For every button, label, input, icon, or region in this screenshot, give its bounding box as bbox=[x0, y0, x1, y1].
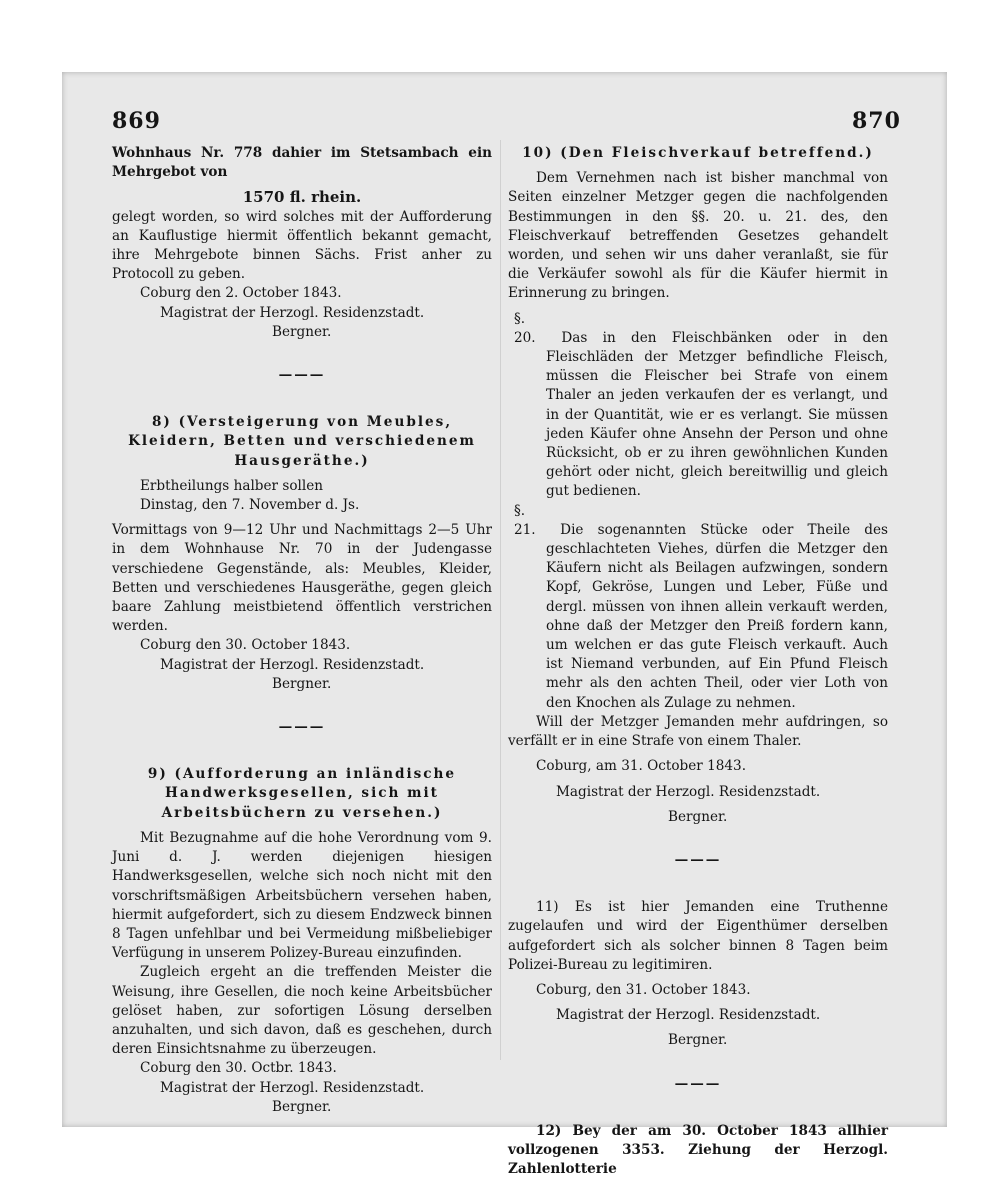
section-10-paragraph-1: Dem Vernehmen nach ist bisher manchmal von Seiten einzelner Metzger gegen die nachfolgenden Bestimmungen in den §§. 20. u. 21. des, den Fleischverkauf betreffenden Gesetzes gehandelt worden, und sehen wir uns daher veranlaßt, sie für die Verkäufer sowohl als für die Käufer hiermit in Erinnerung zu bringen. bbox=[508, 170, 888, 302]
notice-date: Coburg den 30. Octbr. 1843. bbox=[140, 1060, 337, 1077]
section-separator: ——— bbox=[278, 719, 326, 736]
paragraph-20-text: Das in den Fleischbänken oder in den Fleischläden der Metzger befindliche Fleisch, müssen die Fleischer bei Strafe von einem Thaler an jeden verkaufen der es verlangt, und in der Quantität, wie er es verlangt. Sie müssen jeden Käufer ohne Ansehn der Person und ohne Rücksicht, ob er zu ihren gewöhnlichen Kunden gehört oder nicht, gleich bereitwillig und gleich gut bedienen. bbox=[546, 329, 888, 500]
notice-date: Coburg, am 31. October 1843. bbox=[536, 758, 747, 775]
intro-line: Wohnhaus Nr. 778 dahier im Stetsambach ein Mehrgebot von bbox=[112, 145, 492, 181]
signer-name: Bergner. bbox=[668, 1032, 728, 1049]
section-10-heading: 10) (Den Fleischverkauf betreffend.) bbox=[522, 145, 874, 161]
magistrate-signature: Magistrat der Herzogl. Residenzstadt. bbox=[160, 656, 425, 673]
notice-date: Coburg, den 31. October 1843. bbox=[536, 981, 751, 998]
signer-name: Bergner. bbox=[272, 323, 332, 340]
section-separator: ——— bbox=[674, 1075, 722, 1092]
intro-rest: gelegt worden, so wird solches mit der Aufforderung an Kauflustige hiermit öffentlich bekannt gemacht, ihre Mehrgebote binnen Sächs. Frist anher zu Protocoll zu geben. bbox=[112, 208, 492, 283]
column-gutter bbox=[500, 140, 501, 1060]
left-column bbox=[112, 144, 492, 1117]
page-number-right: 870 bbox=[852, 108, 901, 134]
notice-date: Coburg den 30. October 1843. bbox=[140, 637, 351, 654]
paragraph-20 bbox=[508, 310, 888, 502]
section-12-text: 12) Bey der am 30. October 1843 allhier vollzogenen 3353. Ziehung der Herzogl. Zahlenlotterie bbox=[508, 1122, 888, 1178]
signer-name: Bergner. bbox=[668, 808, 728, 825]
magistrate-signature: Magistrat der Herzogl. Residenzstadt. bbox=[160, 1079, 425, 1096]
paragraph-20-number: §. 20. bbox=[514, 310, 536, 346]
paragraph-21-text: Die sogenannten Stücke oder Theile des geschlachteten Viehes, dürfen die Metzger den Käufern nicht als Beilagen aufzwingen, sondern Kopf, Gekröse, Lungen und Leber, Füße und dergl. müssen von ihnen allein verkauft werden, ohne daß der Metzger den Preiß fordern kann, um welchen er das gute Fleisch verkauft. Auch ist Niemand verbunden, auf Ein Pfund Fleisch mehr als den achten Theil, oder vier Loth von den Knochen als Zulage zu nehmen. bbox=[546, 521, 888, 711]
signer-name: Bergner. bbox=[272, 675, 332, 692]
magistrate-signature: Magistrat der Herzogl. Residenzstadt. bbox=[160, 304, 425, 321]
section-9-paragraph-1: Mit Bezugnahme auf die hohe Verordnung vom 9. Juni d. J. werden diejenigen hiesigen Handwerksgesellen, welche sich noch nicht mit den vorschriftsmäßigen Arbeitsbüchern versehen haben, hiermit aufgefordert, sich zu diesem Endzweck binnen 8 Tagen unfehlbar und bei Vermeidung mißbeliebiger Verfügung in unserem Polizey-Bureau einzufinden. bbox=[112, 829, 492, 962]
notice-date: Coburg den 2. October 1843. bbox=[140, 285, 342, 302]
section-8-line2: Dinstag, den 7. November d. Js. bbox=[140, 497, 360, 514]
paragraph-21-number: §. 21. bbox=[514, 502, 536, 538]
section-8-line1: Erbtheilungs halber sollen bbox=[140, 477, 324, 494]
section-9-heading: 9) (Aufforderung an inländische Handwerksgesellen, sich mit Arbeitsbüchern zu versehen.) bbox=[147, 766, 457, 821]
section-8-body: Vormittags von 9—12 Uhr und Nachmittags 2—5 Uhr in dem Wohnhause Nr. 70 in der Judengasse verschiedene Gegenstände, als: Meubles, Kleider, Betten und verschiedenes Hausgeräthe, gegen gleich baare Zahlung meistbietend öffentlich verstrichen werden. bbox=[112, 522, 492, 635]
section-separator: ——— bbox=[674, 851, 722, 868]
paragraph-21 bbox=[508, 502, 888, 713]
magistrate-signature: Magistrat der Herzogl. Residenzstadt. bbox=[556, 1007, 821, 1024]
signer-name: Bergner. bbox=[272, 1098, 332, 1115]
section-separator: ——— bbox=[278, 367, 326, 384]
page-number-left: 869 bbox=[112, 108, 161, 134]
section-11-text: 11) Es ist hier Jemanden eine Truthenne zugelaufen und wird der Eigenthümer derselben aufgefordert sich als solcher binnen 8 Tagen beim Polizei-Bureau zu legitimiren. bbox=[508, 899, 888, 973]
bid-amount: 1570 fl. rhein. bbox=[242, 188, 362, 207]
section-9-paragraph-2: Zugleich ergeht an die treffenden Meister die Weisung, ihre Gesellen, die noch keine Arbeitsbücher gelöset haben, zur sofortigen Lösung derselben anzuhalten, und sich davon, daß es geschehen, durch deren Einsichtsnahme zu überzeugen. bbox=[112, 964, 492, 1058]
right-column bbox=[508, 144, 888, 1179]
section-10-paragraph-2: Will der Metzger Jemanden mehr aufdringen, so verfällt er in eine Strafe von einem Thaler. bbox=[508, 713, 888, 750]
magistrate-signature: Magistrat der Herzogl. Residenzstadt. bbox=[556, 783, 821, 800]
section-8-heading: 8) (Versteigerung von Meubles, Kleidern, Betten und verschiedenem Hausgeräthe.) bbox=[128, 414, 476, 469]
